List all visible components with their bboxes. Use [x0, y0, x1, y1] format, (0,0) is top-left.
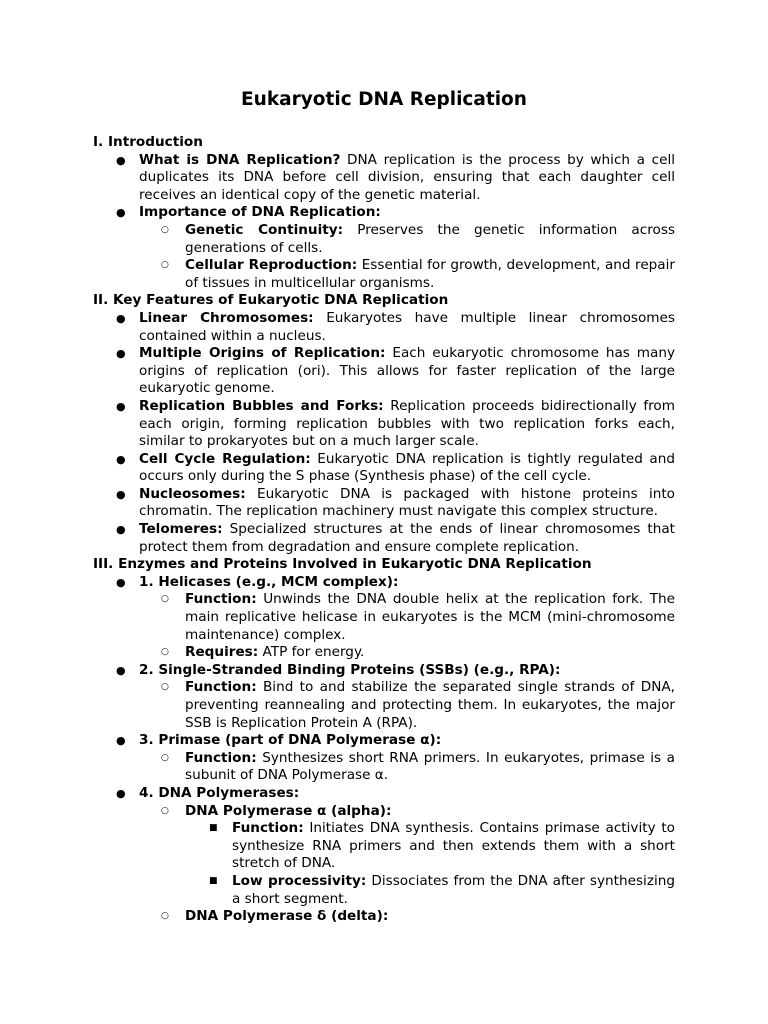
disc-bullet-icon: ● — [116, 153, 126, 167]
section-heading: III. Enzymes and Proteins Involved in Eukaryotic DNA Replication — [93, 556, 592, 573]
item-term: Genetic Continuity: — [185, 221, 344, 238]
list-item — [93, 152, 675, 205]
list-item — [93, 310, 675, 345]
sub-bullet-list — [93, 908, 675, 926]
item-term: 1. Helicases (e.g., MCM complex): — [139, 573, 399, 590]
sub-list-item — [93, 750, 675, 785]
item-term: Replication Bubbles and Forks: — [139, 397, 384, 414]
document-body — [93, 134, 675, 926]
disc-bullet-icon: ● — [116, 734, 126, 748]
sub-list-item — [93, 591, 675, 644]
bullet-list — [93, 732, 675, 750]
circle-bullet-icon: ○ — [161, 594, 169, 605]
disc-bullet-icon: ● — [116, 523, 126, 537]
sub-bullet-list — [93, 591, 675, 661]
sub-sub-list-item — [93, 820, 675, 873]
item-text: Specialized structures at the ends of linear chromosomes that protect them from degradation and ensure complete replication. — [139, 521, 675, 555]
item-text: Each eukaryotic chromosome has many origins of replication (ori). This allows for faster replication of the large eukaryotic genome. — [139, 345, 675, 397]
list-item — [93, 451, 675, 486]
section-heading: I. Introduction — [93, 134, 203, 150]
sub-bullet-list — [93, 222, 675, 292]
section-heading: II. Key Features of Eukaryotic DNA Replication — [93, 292, 449, 309]
item-term: Function: — [185, 749, 257, 766]
circle-bullet-icon: ○ — [161, 260, 169, 271]
item-text: Essential for growth, development, and repair of tissues in multicellular organisms. — [185, 257, 676, 291]
sub-list-item — [93, 803, 675, 821]
circle-bullet-icon: ○ — [161, 224, 169, 235]
sub-list-item — [93, 644, 675, 662]
disc-bullet-icon: ● — [116, 663, 126, 677]
disc-bullet-icon: ● — [116, 786, 126, 800]
item-term: Telomeres: — [139, 521, 223, 538]
item-text: Eukaryotes have multiple linear chromosomes contained within a nucleus. — [139, 309, 675, 344]
list-item — [93, 204, 675, 222]
sub-bullet-list — [93, 750, 675, 785]
item-term: Importance of DNA Replication: — [139, 204, 381, 221]
item-term: Nucleosomes: — [139, 485, 246, 502]
item-term: DNA Polymerase δ (delta): — [185, 908, 389, 925]
sub-sub-bullet-list — [93, 820, 675, 908]
list-item — [93, 732, 675, 750]
list-item — [93, 521, 675, 556]
item-term: 2. Single-Stranded Binding Proteins (SSBs) (e.g., RPA): — [139, 661, 561, 678]
disc-bullet-icon: ● — [116, 487, 126, 501]
item-term: Cell Cycle Regulation: — [139, 450, 311, 467]
square-bullet-icon: ■ — [209, 875, 218, 886]
disc-bullet-icon: ● — [116, 311, 126, 325]
item-term: DNA Polymerase α (alpha): — [185, 802, 392, 819]
square-bullet-icon: ■ — [209, 823, 218, 834]
circle-bullet-icon: ○ — [161, 647, 169, 658]
disc-bullet-icon: ● — [116, 206, 126, 220]
list-item — [93, 785, 675, 803]
item-term: Cellular Reproduction: — [185, 257, 358, 274]
bullet-list — [93, 310, 675, 556]
item-term: Function: — [232, 820, 304, 837]
list-item — [93, 574, 675, 592]
bullet-list — [93, 662, 675, 680]
item-text: Bind to and stabilize the separated single strands of DNA, preventing reannealing and protecting them. In eukaryotes, the major SSB is Replication Protein A (RPA). — [185, 679, 675, 731]
circle-bullet-icon: ○ — [161, 682, 169, 693]
item-text: Eukaryotic DNA replication is tightly regulated and occurs only during the S phase (Synthesis phase) of the cell cycle. — [139, 450, 676, 485]
bullet-list — [93, 785, 675, 803]
item-text: Preserves the genetic information across generations of cells. — [185, 221, 675, 256]
disc-bullet-icon: ● — [116, 452, 126, 466]
item-text: Eukaryotic DNA is packaged with histone proteins into chromatin. The replication machinery must navigate this complex structure. — [139, 485, 675, 520]
item-term: Requires: — [185, 644, 259, 661]
item-term: Multiple Origins of Replication: — [139, 345, 386, 362]
item-text: Dissociates from the DNA after synthesizing a short segment. — [232, 872, 675, 907]
item-term: Function: — [185, 679, 257, 696]
list-item — [93, 662, 675, 680]
sub-list-item — [93, 257, 675, 292]
sub-list-item — [93, 222, 675, 257]
item-text: DNA replication is the process by which a cell duplicates its DNA before cell division, ensuring that each daughter cell receives an identical copy of the genetic material. — [139, 151, 675, 203]
circle-bullet-icon: ○ — [161, 911, 169, 922]
sub-list-item — [93, 679, 675, 732]
list-item — [93, 345, 675, 398]
item-text: Synthesizes short RNA primers. In eukaryotes, primase is a subunit of DNA Polymerase α. — [185, 749, 675, 784]
disc-bullet-icon: ● — [116, 347, 126, 361]
circle-bullet-icon: ○ — [161, 805, 169, 816]
item-term: What is DNA Replication? — [139, 151, 341, 168]
document-title: Eukaryotic DNA Replication — [241, 89, 527, 110]
list-item — [93, 398, 675, 451]
sub-bullet-list — [93, 679, 675, 732]
disc-bullet-icon: ● — [116, 575, 126, 589]
sub-list-item — [93, 908, 675, 926]
item-term: Low processivity: — [232, 872, 367, 889]
item-text: Initiates DNA synthesis. Contains primase activity to synthesize RNA primers and then extends them with a short stretch of DNA. — [232, 820, 675, 872]
bullet-list — [93, 574, 675, 592]
sub-bullet-list — [93, 803, 675, 821]
list-item — [93, 486, 675, 521]
item-term: 4. DNA Polymerases: — [139, 784, 300, 801]
circle-bullet-icon: ○ — [161, 752, 169, 763]
item-text: Unwinds the DNA double helix at the replication fork. The main replicative helicase in eukaryotes is the MCM (mini-chromosome maintenance) complex. — [185, 591, 675, 643]
item-text: ATP for energy. — [258, 644, 365, 661]
item-term: Linear Chromosomes: — [139, 309, 314, 326]
disc-bullet-icon: ● — [116, 399, 126, 413]
sub-sub-list-item — [93, 873, 675, 908]
item-text: Replication proceeds bidirectionally from each origin, forming replication bubbles with two replication forks each, similar to prokaryotes but on a much larger scale. — [139, 397, 675, 450]
item-term: 3. Primase (part of DNA Polymerase α): — [139, 732, 442, 749]
bullet-list — [93, 152, 675, 222]
item-term: Function: — [185, 591, 257, 608]
